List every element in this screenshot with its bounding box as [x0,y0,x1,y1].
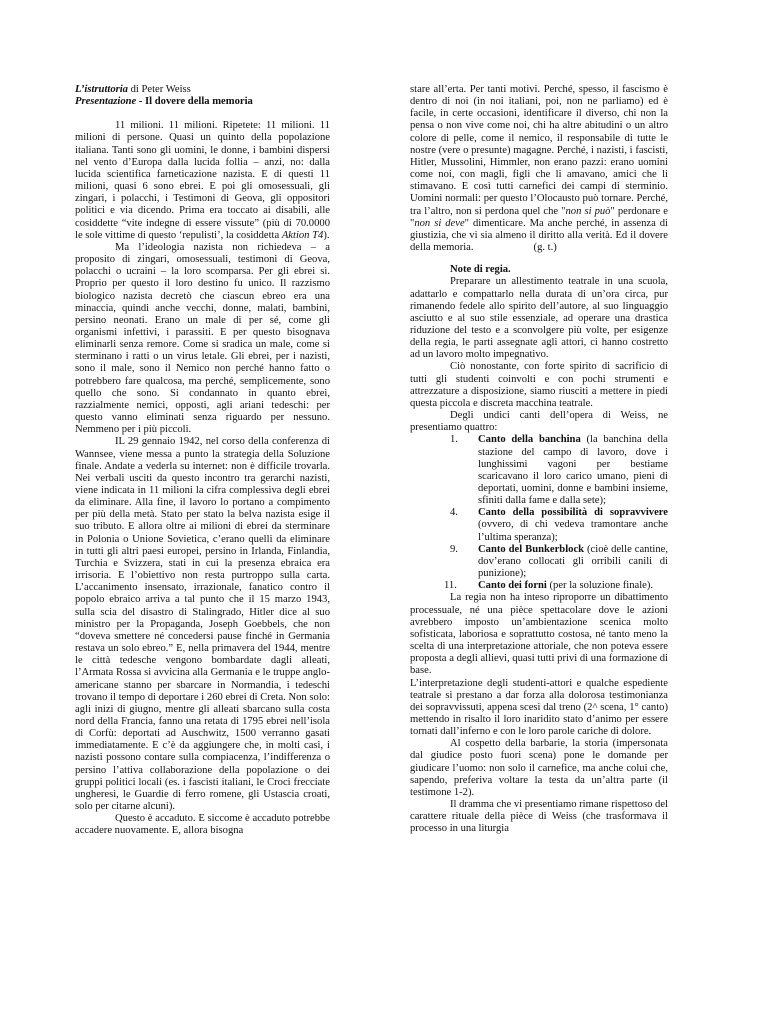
paragraph-ideology: Ma l’ideologia nazista non richiedeva – a proposito di zingari, omosessuali, testimoni di Geova, polacchi o ucraini – la loro scomparsa. Per gli ebrei sì. Proprio per questo il loro destino fu unico. Il razzismo biologico nazista decretò che ciascun ebreo era una minaccia, quindi anche vecchi, donne, malati, bambini, persino neonati. Erano un male di per sé, come gli organismi infettivi, i parassiti. E per questo bisognava eliminarli senza remore. Come si sradica un male, come si sterminano i ratti o un virus letale. Gli ebrei, per i nazisti, sono il male, sono il Nemico non perché hanno fatto o potrebbero fare qualcosa, ma perché, semplicemente, sono quello che sono. Si condannato in quanto ebrei, razzialmente nemici, opposti, agli ariani tedeschi: per questo vanno eliminati senza riguardo per nessuno. Nemmeno per i più piccoli. [75,241,330,436]
section-heading-note-regia: Note di regia. [450,264,511,276]
right-column [410,84,668,836]
list-item: 11. Canto dei forni (per la soluzione finale). [444,580,654,592]
canti-list [410,434,668,592]
paragraph-barbarie: Al cospetto della barbarie, la storia (impersonata dal giudice posto fuori scena) pone le domande per giudicare l’uomo: non solo il carnefice, ma anche colui che, sapendo, preferiva voltare la testa da un’altra parte (il testimone 1-2). [410,738,668,798]
paragraph-sacrifice: Ciò nonostante, con forte spirito di sacrificio di tutti gli studenti coinvolti e con pochi strumenti e attrezzature a disposizione, siamo riusciti a mettere in piedi questa piccola e discreta macchina teatrale. [410,361,668,409]
paragraph-intro: 11 milioni. 11 milioni. Ripetete: 11 milioni. 11 milioni di persone. Quasi un quinto della popolazione italiana. Tanti sono gli uomini, le donne, i bambini dispersi nel vento d’Europa dalla lucida follia – anzi, no: dalla lucida scientifica farneticazione nazista. E di questi 11 milioni, quasi 6 sono ebrei. E poi gli omosessuali, gli zingari, i polacchi, i Testimoni di Geova, gli oppositori politici e via dicendo. Prima era toccato ai disabili, alle cosiddette “vite indegne di essere vissute” (più di 70.0000 le sole vittime di questo ‘repulisti’, la cosiddetta Aktion T4). [75,120,330,241]
document-title: L’istruttoria di Peter Weiss [75,84,191,95]
list-item: 4. Canto della possibilità di sopravvivere (ovvero, di chi vedeva tramontare anche l’ultima speranza); [450,507,668,543]
paragraph-memory: Questo è accaduto. E siccome è accaduto potrebbe accadere nuovamente. E, allora bisogna [75,813,330,837]
document-subtitle: Presentazione - Il dovere della memoria [75,96,253,108]
paragraph-wannsee: IL 29 gennaio 1942, nel corso della conferenza di Wannsee, viene messa a punto la strategia della Soluzione finale. Andate a vederla su internet: non è difficile trovarla. Nei verbali usciti da questo incontro tra gerarchi nazisti, viene indicata in 11 milioni la cifra complessiva degli ebrei da eliminare. Alla fine, il lavoro lo portano a compimento per più della metà. Stato per stato la belva nazista esige il suo tributo. E allora oltre ai milioni di ebrei da sterminare in Polonia o Unione Sovietica, c’erano quelli da eliminare in tutti gli altri paesi europei, persino in Irlanda, Finlandia, Turchia e Svizzera, stati in cui la presenza ebraica era irrisoria. E l’obiettivo non resta purtroppo sulla carta. L’accanimento insensato, irrazionale, fanatico contro il popolo ebraico arriva a tal punto che il 15 marzo 1943, sulla scia del disastro di Stalingrado, Hitler dice al suo ministro per la Propaganda, Joseph Goebbels, che non “doveva smettere né concedersi pause finché in Germania restava un solo ebreo.” E, nella primavera del 1944, mentre le città tedesche vengono bombardate dagli alleati, l’Armata Rossa si avvicina alla Germania e le truppe anglo-americane stanno per sbarcare in Normandia, i tedeschi trovano il tempo di deportare i 260 ebrei di Creta. Non solo: agli inizi di giugno, mentre gli alleati sbarcano sulla costa nord della Francia, fanno una retata di 1795 ebrei nell’isola di Corfù: deportati ad Auschwitz, 1500 verranno gasati immediatamente. E c’è da aggiungere che, in molti casi, i nazisti possono contare sulla compiacenza, l’indifferenza o persino l’attiva collaborazione della popolazione o dei gruppi politici locali (es. i fascisti italiani, le Croci frecciate ungheresi, le Guardie di ferro romene, gli Ustascia croati, solo per citarne alcuni). [75,436,330,813]
list-item: 9. Canto del Bunkerblock (cioè delle cantine, dov’erano collocati gli orribili canili di punizione); [450,543,668,580]
paragraph-dramma: Il dramma che vi presentiamo rimane rispettoso del carattere rituale della pièce di Weiss (che trasformava il processo in una liturgia [410,799,668,835]
paragraph-canti-intro: Degli undici canti dell’opera di Weiss, ne presentiamo quattro: [410,410,668,434]
paragraph-regia: La regia non ha inteso riproporre un dibattimento processuale, né una pièce spettacolare dove le azioni avrebbero imposto un’ambientazione scenica molto sofisticata, laboriosa e soprattutto costosa, né tanto meno la scelta di una interpretazione attoriale, che non poteva essere proposta a degli allievi, quasi tutti privi di una formazione di base. [410,592,668,677]
paragraph-interpretation: L’interpretazione degli studenti-attori e qualche espediente teatrale si prestano a dar forza alla dolorosa testimonianza dei sopravvissuti, appena scesi dal treno (2^ scena, 1° canto) mettendo in risalto il loro inaridito stato d’animo per essere tornati dall’inferno e con le loro parole cariche di dolore. [410,677,668,738]
paragraph-staging: Preparare un allestimento teatrale in una scuola, adattarlo e compattarlo nella durata di un’ora circa, pur rimanendo fedele allo spirito dell’autore, al suo linguaggio asciutto e al suo stile essenziale, ad operare una drastica riduzione del testo e a sconvolgere più volte, per esigenze della regia, le parti assegnate agli attori, ci hanno costretto ad un lavoro molto impegnativo. [410,276,668,361]
spacer [75,108,330,120]
paragraph-vigilance: stare all’erta. Per tanti motivi. Perché, spesso, il fascismo è dentro di noi (in noi italiani, poi, non ne parliamo) ed è facile, in certe occasioni, identificare il diverso, chi non la pensa o non vive come noi, chi ha altre abitudini o un altro colore di pelle, come il nemico, il responsabile di tutte le nostre (vere o presunte) magagne. Perché, i nazisti, i fascisti, Hitler, Mussolini, Himmler, non erano pazzi: erano uomini come noi, con magli, figli che li amavano, amici che li stimavano. E così tutti carnefici dei campi di sterminio. Uomini normali: per questo l’Olocausto può tornare. Perché, tra l’altro, non si perdona quel che "non si può" perdonare e "non si deve" dimenticare. Ma anche perché, in assenza di giustizia, che vi sia almeno il diritto alla verità. Ed il dovere della memoria. (g. t.) [410,84,668,254]
list-item: 1. Canto della banchina (la banchina della stazione del campo di lavoro, dove i lunghissimi vagoni per bestiame scaricavano il loro carico umano, pieni di deportati, uomini, donne e bambini insieme, sfiniti dalla fame e dalla sete); [450,434,668,507]
left-column [75,84,330,838]
signature: (g. t.) [533,242,557,254]
